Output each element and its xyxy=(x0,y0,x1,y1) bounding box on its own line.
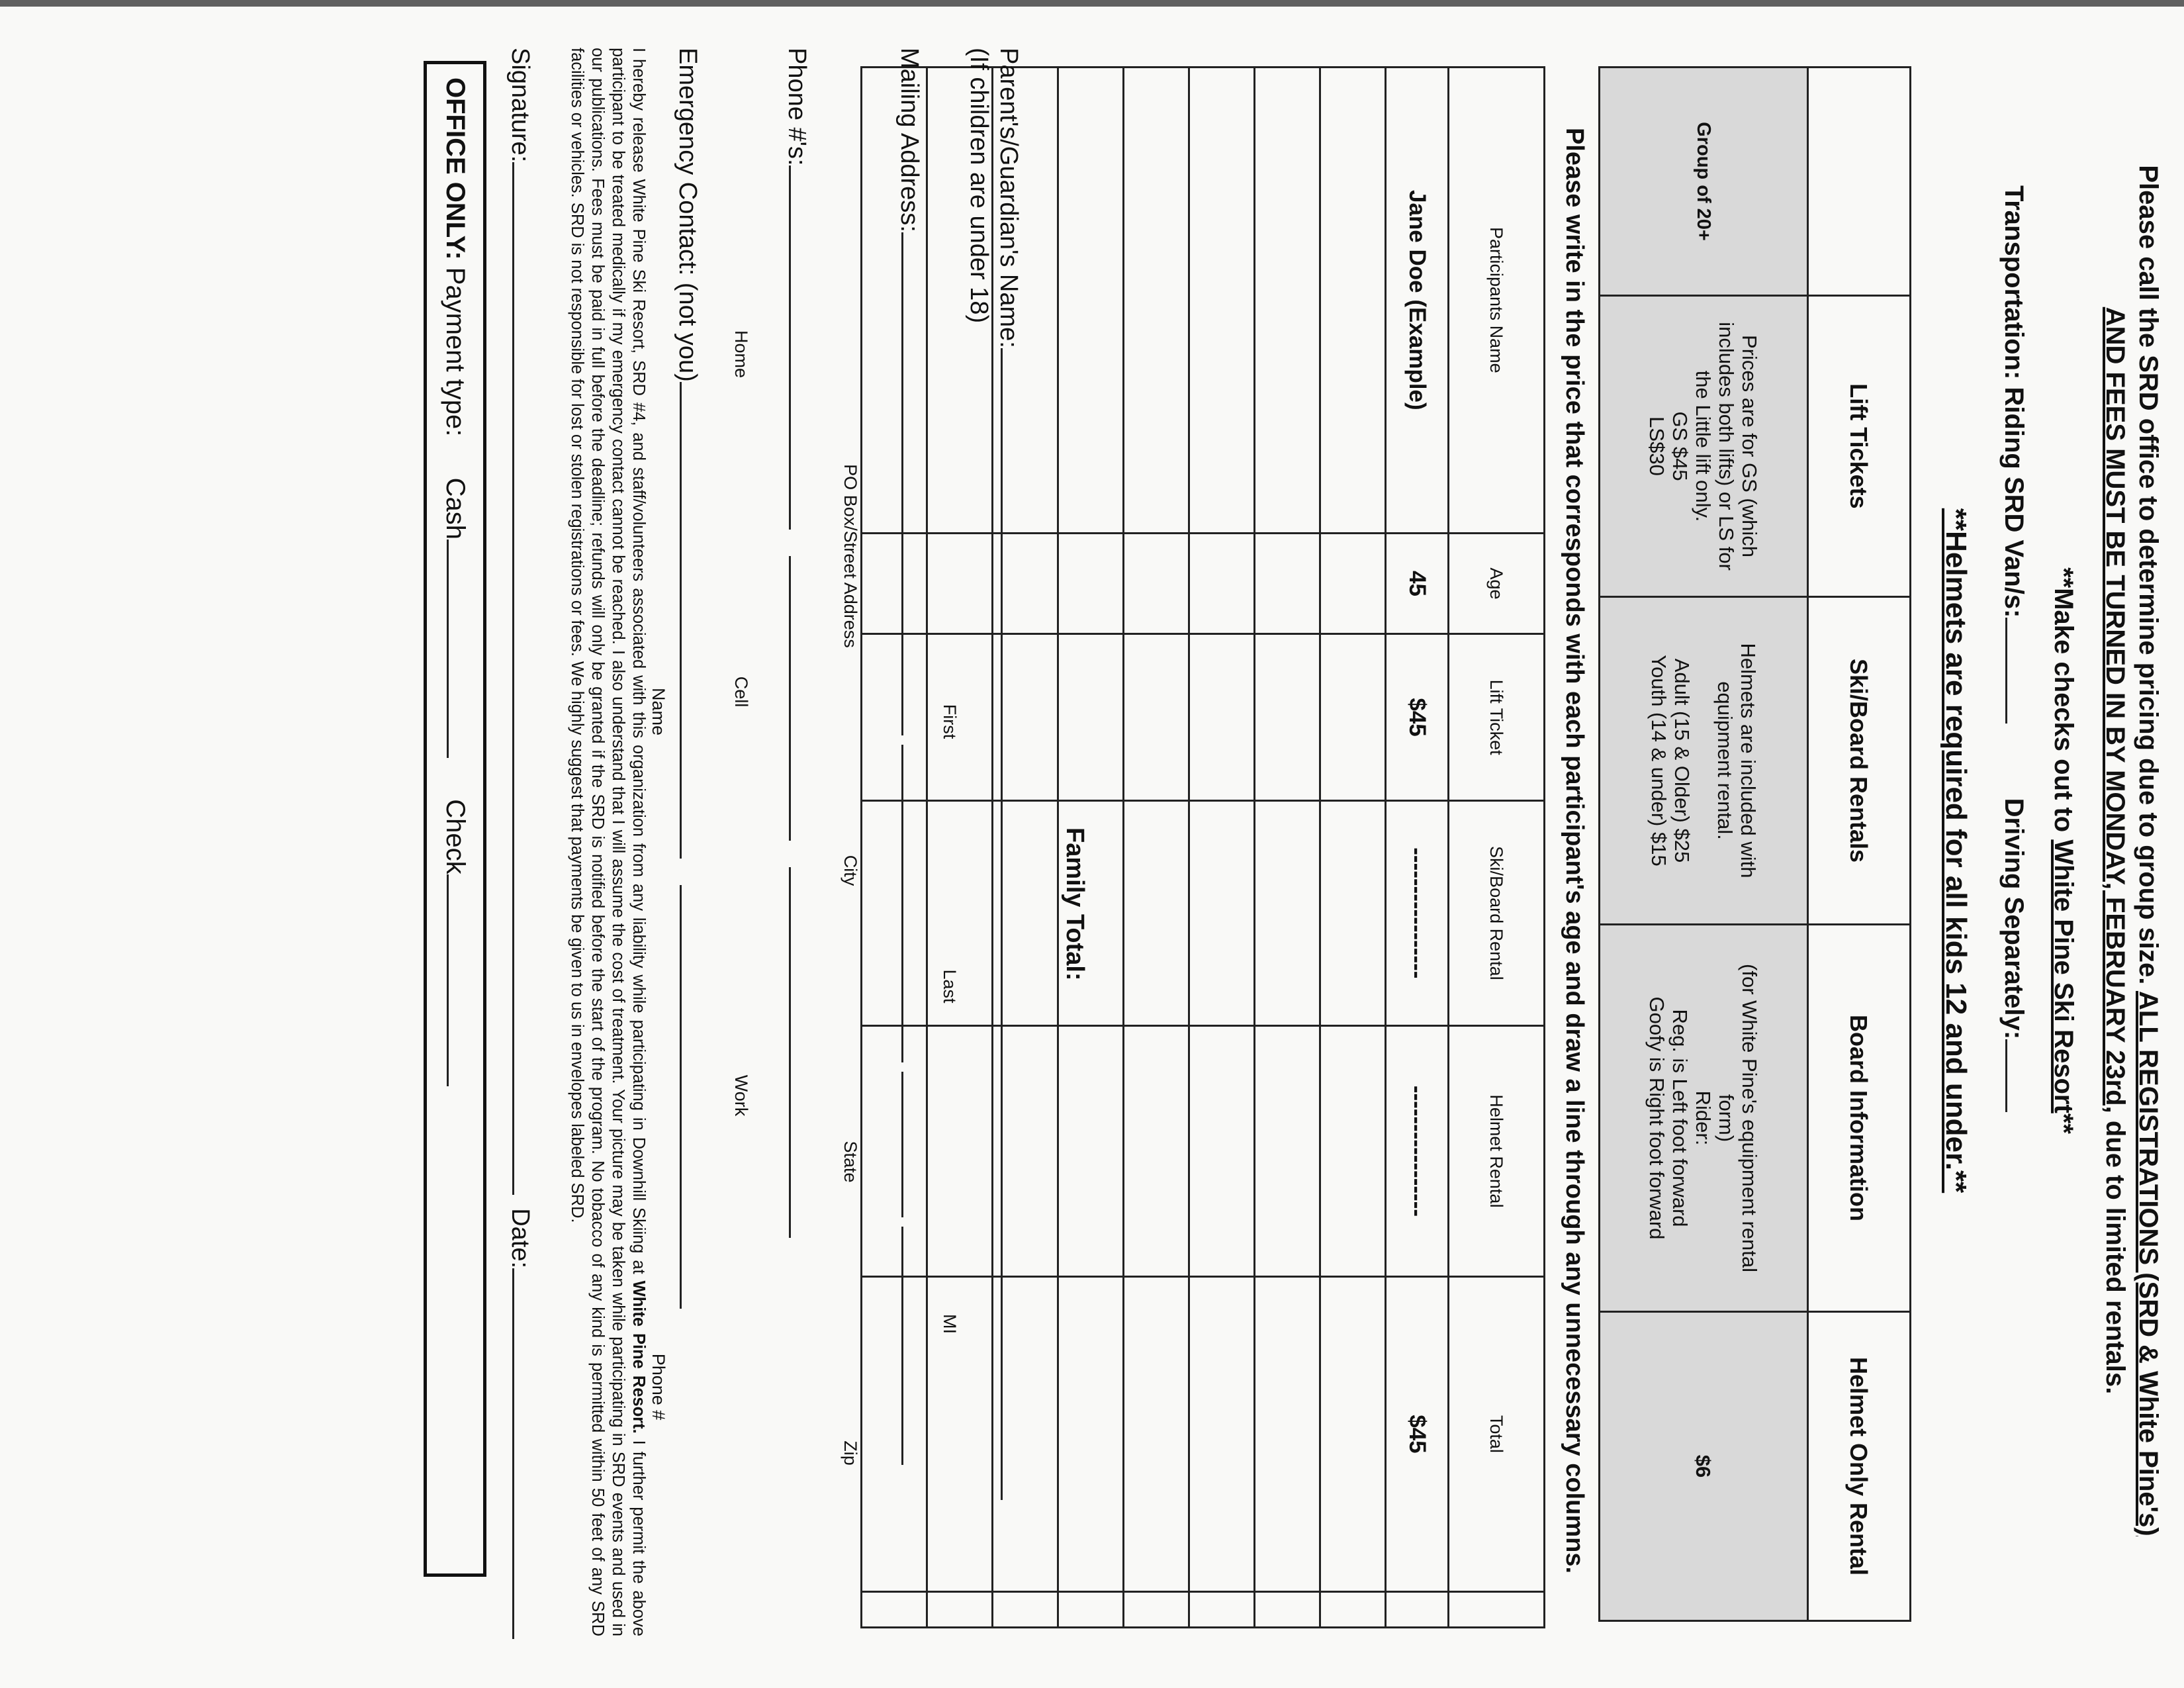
emergency-name-field[interactable] xyxy=(680,382,682,859)
header-limited: due to limited rentals. xyxy=(2101,1120,2130,1395)
signature-label: Signature: xyxy=(506,48,534,163)
col-participant-name: Participants Name xyxy=(1449,68,1545,534)
col-total: Total xyxy=(1449,1276,1545,1591)
cell-caption: Cell xyxy=(731,676,751,708)
example-ski: ----------------- xyxy=(1386,800,1449,1025)
waiver-part-1: I hereby release White Pine Ski Resort, SRD #4, and staff/volunteers associated with this organization from any liability while participating in Downhill Skiing at xyxy=(629,48,648,1274)
payment-type-label: Payment type: xyxy=(441,267,470,437)
driving-label: Driving Separately: xyxy=(1999,798,2028,1040)
street-address-field[interactable] xyxy=(901,232,903,735)
col-extra xyxy=(1449,1591,1545,1627)
lift-gs-price: GS $45 xyxy=(1668,411,1692,481)
example-age: 45 xyxy=(1386,533,1449,634)
emergency-phone-field[interactable] xyxy=(680,885,682,1309)
guardian-first-caption: First xyxy=(940,704,960,739)
transport-blank[interactable] xyxy=(2005,618,2007,724)
cash-field[interactable] xyxy=(447,539,449,758)
check-label: Check xyxy=(441,799,470,874)
col-age: Age xyxy=(1449,533,1545,634)
group-label: Group of 20+ xyxy=(1600,68,1808,296)
emergency-row xyxy=(673,48,702,1309)
instruction-text: Please write in the price that corresponds with each participant's age and draw a line through any unnecessary columns. xyxy=(1561,127,1588,1574)
table-row[interactable] xyxy=(1124,68,1189,1628)
office-payment-row xyxy=(440,77,470,1086)
header-line-1 xyxy=(2132,36,2164,1665)
rental-youth-price: Youth (14 & under) $15 xyxy=(1647,655,1670,867)
emergency-label: Emergency Contact: (not you) xyxy=(674,48,702,382)
board-regular: Reg. is Left foot forward xyxy=(1668,1009,1692,1227)
city-caption: City xyxy=(841,855,860,886)
pricing-table xyxy=(1598,66,1911,1622)
pricing-header-board: Board Information xyxy=(1808,925,1911,1312)
table-row[interactable] xyxy=(1255,68,1320,1628)
family-total-label: Family Total: xyxy=(1061,827,1089,981)
check-field[interactable] xyxy=(447,874,449,1086)
date-label: Date: xyxy=(506,1208,534,1269)
guardian-label: Parent's/Guardian's Name: xyxy=(995,48,1023,348)
waiver-resort-name: White Pine Resort. xyxy=(629,1280,648,1434)
guardian-note: (If children are under 18) xyxy=(965,48,993,324)
home-phone-field[interactable] xyxy=(789,165,791,530)
pricing-header-lift: Lift Tickets xyxy=(1808,296,1911,597)
work-phone-field[interactable] xyxy=(789,867,791,1238)
header-deadline: AND FEES MUST BE TURNED IN BY MONDAY, FEBRUARY 23rd, xyxy=(2101,306,2130,1113)
guardian-mi-caption: MI xyxy=(940,1314,960,1334)
work-caption: Work xyxy=(731,1074,751,1117)
header-pricing-note: Please call the SRD office to determine pricing due to group size. xyxy=(2134,165,2163,985)
rental-prices-cell xyxy=(1600,597,1808,925)
pricing-header-helmet: Helmet Only Rental xyxy=(1808,1312,1911,1621)
lift-description: Prices are for GS (which includes both lifts) or LS for the Little lift only. xyxy=(1692,322,1762,571)
col-lift-ticket: Lift Ticket xyxy=(1449,634,1545,800)
waiver-part-2: I further permit the above participant to be treated medically if my emergency contact cannot be reached. I also understand that I will assume the cost of treatment. Your picture may be taken while participating in SRD events and used in our publications. Fees must be paid in full before the deadline; refunds will only be granted if the SRD is notified before the start of the program. No tobacco of any kind is permitted within 50 feet of any SRD facilities or vehicles. SRD is not responsible for lost or stolen registrations or fees. We highly suggest that payments be given to us in envelopes labeled SRD. xyxy=(568,48,648,1636)
example-extra xyxy=(1386,1591,1449,1627)
table-row[interactable] xyxy=(1320,68,1386,1628)
phone-label: Phone #'s: xyxy=(783,48,811,166)
example-name: Jane Doe (Example) xyxy=(1386,68,1449,534)
guardian-row xyxy=(994,48,1023,1500)
lift-prices-cell xyxy=(1600,296,1808,597)
signature-row xyxy=(506,48,534,1639)
board-info-cell xyxy=(1600,925,1808,1312)
office-only-label: OFFICE ONLY: xyxy=(441,77,470,260)
header-registrations: ALL REGISTRATIONS (SRD & White Pine's) xyxy=(2134,991,2163,1536)
transport-label: Transportation: Riding SRD Van/s: xyxy=(1999,185,2028,618)
board-description: (for White Pine's equipment rental form) xyxy=(1715,964,1762,1272)
checks-note xyxy=(2048,36,2078,1665)
checks-suffix: ** xyxy=(2049,1113,2078,1134)
checks-payee: White Pine Ski Resort xyxy=(2049,839,2078,1113)
col-ski-board-rental: Ski/Board Rental xyxy=(1449,800,1545,1025)
driving-blank[interactable] xyxy=(2005,1039,2007,1112)
example-lift: $45 xyxy=(1386,634,1449,800)
phone-row xyxy=(782,48,811,1238)
date-field[interactable] xyxy=(512,1268,514,1639)
example-total: $45 xyxy=(1386,1276,1449,1591)
guardian-last-caption: Last xyxy=(940,969,960,1004)
example-helmet: ----------------- xyxy=(1386,1026,1449,1277)
rental-adult-price: Adult (15 & Older) $25 xyxy=(1670,658,1694,863)
board-rider-label: Rider: xyxy=(1692,1090,1715,1146)
cash-label: Cash xyxy=(441,477,470,540)
mailing-label: Mailing Address: xyxy=(895,48,923,232)
office-only-box xyxy=(424,61,486,1577)
zip-field[interactable] xyxy=(901,1227,903,1465)
state-field[interactable] xyxy=(901,1072,903,1217)
pricing-header-rentals: Ski/Board Rentals xyxy=(1808,597,1911,925)
city-field[interactable] xyxy=(901,745,903,1062)
emergency-name-caption: Name xyxy=(649,687,668,736)
transport-row xyxy=(1999,185,2028,1112)
state-caption: State xyxy=(841,1141,860,1183)
participants-table xyxy=(860,66,1545,1628)
helmet-notice: **Helmets are required for all kids 12 and under.** xyxy=(1940,508,1972,1194)
liability-waiver xyxy=(567,48,649,1636)
header-line-2 xyxy=(2099,36,2131,1665)
cell-phone-field[interactable] xyxy=(789,556,791,841)
zip-caption: Zip xyxy=(841,1440,860,1466)
lift-ls-price: LS$30 xyxy=(1645,416,1669,476)
signature-field[interactable] xyxy=(512,162,514,1195)
mailing-row xyxy=(895,48,923,1465)
col-helmet-rental: Helmet Rental xyxy=(1449,1026,1545,1277)
street-caption: PO Box/Street Address xyxy=(841,464,860,648)
example-row xyxy=(1386,68,1449,1628)
table-row[interactable] xyxy=(1189,68,1255,1628)
emergency-phone-caption: Phone # xyxy=(649,1353,668,1421)
helmet-only-price: $6 xyxy=(1600,1312,1808,1621)
checks-prefix: **Make checks out to xyxy=(2049,567,2078,833)
guardian-name-field[interactable] xyxy=(1001,348,1003,1500)
rental-description: Helmets are included with equipment rental. xyxy=(1713,643,1760,878)
pricing-header-blank xyxy=(1808,68,1911,296)
home-caption: Home xyxy=(731,330,751,379)
board-goofy: Goofy is Right foot forward xyxy=(1645,996,1669,1240)
